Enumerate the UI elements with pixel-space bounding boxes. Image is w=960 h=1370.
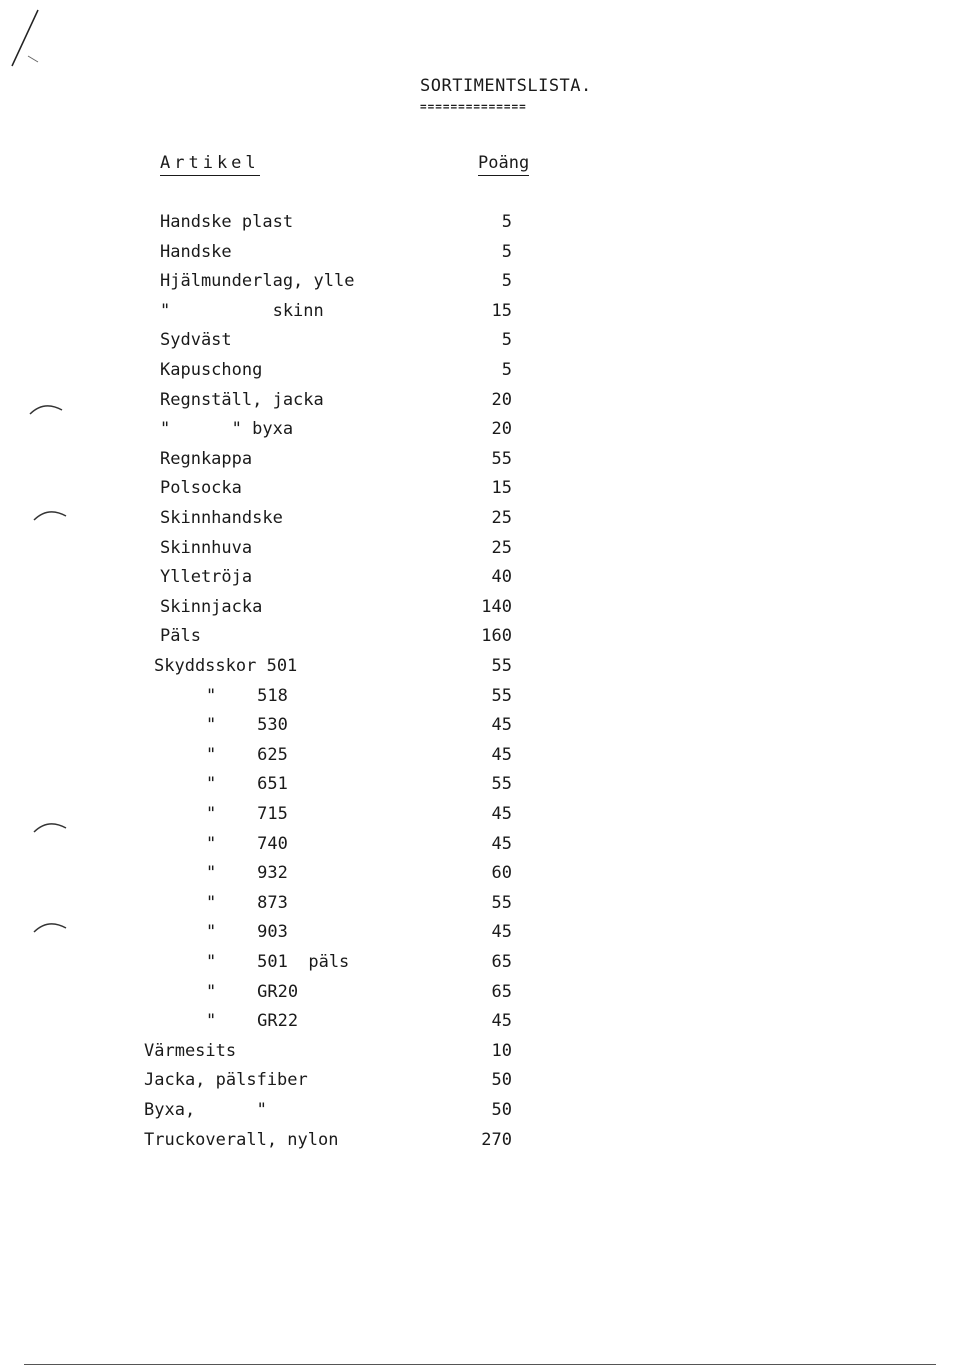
list-item	[0, 774, 960, 800]
list-item	[0, 271, 960, 297]
item-article: Jacka, pälsfiber	[144, 1070, 308, 1090]
item-points: 45	[491, 804, 512, 824]
item-article: " 530	[206, 715, 288, 735]
item-points: 5	[501, 242, 512, 262]
article-column-header: Artikel	[160, 153, 260, 173]
item-article: Regnställ, jacka	[160, 390, 324, 410]
item-points: 5	[501, 330, 512, 350]
list-item	[0, 626, 960, 652]
list-item	[0, 1011, 960, 1037]
list-item	[0, 745, 960, 771]
item-points: 15	[491, 301, 512, 321]
list-item	[0, 834, 960, 860]
item-article: Kapuschong	[160, 360, 263, 380]
item-article: " 625	[206, 745, 288, 765]
item-article: " 903	[206, 922, 288, 942]
list-item	[0, 1041, 960, 1067]
bottom-edge-line	[24, 1364, 936, 1365]
item-points: 60	[491, 863, 512, 883]
item-article: Värmesits	[144, 1041, 237, 1061]
item-article: " skinn	[160, 301, 324, 321]
item-article: " " byxa	[160, 419, 294, 439]
list-item	[0, 1100, 960, 1126]
list-item	[0, 686, 960, 712]
item-article: Truckoverall, nylon	[144, 1130, 339, 1150]
list-item	[0, 715, 960, 741]
item-points: 50	[491, 1100, 512, 1120]
list-item	[0, 330, 960, 356]
item-article: " 715	[206, 804, 288, 824]
item-article: Skyddsskor 501	[154, 656, 298, 676]
item-points: 15	[491, 478, 512, 498]
item-points: 140	[481, 597, 512, 617]
scan-mark-margin-2	[30, 500, 70, 530]
item-article: " GR22	[206, 1011, 299, 1031]
item-points: 25	[491, 538, 512, 558]
item-points: 45	[491, 834, 512, 854]
list-item	[0, 538, 960, 564]
list-item	[0, 390, 960, 416]
item-article: " 651	[206, 774, 288, 794]
list-item	[0, 982, 960, 1008]
item-points: 55	[491, 656, 512, 676]
item-points: 25	[491, 508, 512, 528]
scan-mark-corner	[4, 4, 64, 74]
item-points: 55	[491, 449, 512, 469]
list-item	[0, 893, 960, 919]
item-article: Polsocka	[160, 478, 242, 498]
item-points: 160	[481, 626, 512, 646]
title-underline: ==============	[420, 100, 527, 113]
list-item	[0, 508, 960, 534]
list-item	[0, 212, 960, 238]
scan-mark-margin-4	[30, 912, 70, 942]
item-points: 270	[481, 1130, 512, 1150]
item-article: Byxa, "	[144, 1100, 267, 1120]
item-article: " 873	[206, 893, 288, 913]
item-article: " 932	[206, 863, 288, 883]
item-points: 10	[491, 1041, 512, 1061]
list-item	[0, 1130, 960, 1156]
item-article: Sydväst	[160, 330, 232, 350]
scan-mark-margin-1	[26, 392, 66, 422]
item-article: " GR20	[206, 982, 299, 1002]
item-points: 55	[491, 893, 512, 913]
item-article: " 501 päls	[206, 952, 350, 972]
item-article: Skinnhuva	[160, 538, 253, 558]
list-item	[0, 804, 960, 830]
item-article: Regnkappa	[160, 449, 253, 469]
item-points: 40	[491, 567, 512, 587]
item-article: Handske plast	[160, 212, 294, 232]
list-item	[0, 478, 960, 504]
item-points: 5	[501, 360, 512, 380]
item-article: Skinnhandske	[160, 508, 283, 528]
item-points: 45	[491, 715, 512, 735]
item-points: 45	[491, 1011, 512, 1031]
item-points: 45	[491, 745, 512, 765]
list-item	[0, 952, 960, 978]
list-item	[0, 567, 960, 593]
list-item	[0, 922, 960, 948]
item-article: Handske	[160, 242, 232, 262]
list-item	[0, 242, 960, 268]
points-column-header: Poäng	[478, 153, 530, 173]
item-points: 65	[491, 952, 512, 972]
item-article: Ylletröja	[160, 567, 253, 587]
item-points: 5	[501, 271, 512, 291]
item-points: 55	[491, 686, 512, 706]
item-article: Skinnjacka	[160, 597, 263, 617]
document-title: SORTIMENTSLISTA.	[420, 76, 592, 96]
item-article: " 740	[206, 834, 288, 854]
item-points: 50	[491, 1070, 512, 1090]
scan-mark-margin-3	[30, 812, 70, 842]
list-item	[0, 656, 960, 682]
item-points: 65	[491, 982, 512, 1002]
item-article: Päls	[160, 626, 201, 646]
list-item	[0, 1070, 960, 1096]
list-item	[0, 360, 960, 386]
item-points: 45	[491, 922, 512, 942]
item-points: 20	[491, 419, 512, 439]
item-points: 5	[501, 212, 512, 232]
list-item	[0, 597, 960, 623]
list-item	[0, 301, 960, 327]
item-article: " 518	[206, 686, 288, 706]
item-points: 55	[491, 774, 512, 794]
list-item	[0, 419, 960, 445]
list-item	[0, 449, 960, 475]
item-points: 20	[491, 390, 512, 410]
item-article: Hjälmunderlag, ylle	[160, 271, 355, 291]
list-item	[0, 863, 960, 889]
